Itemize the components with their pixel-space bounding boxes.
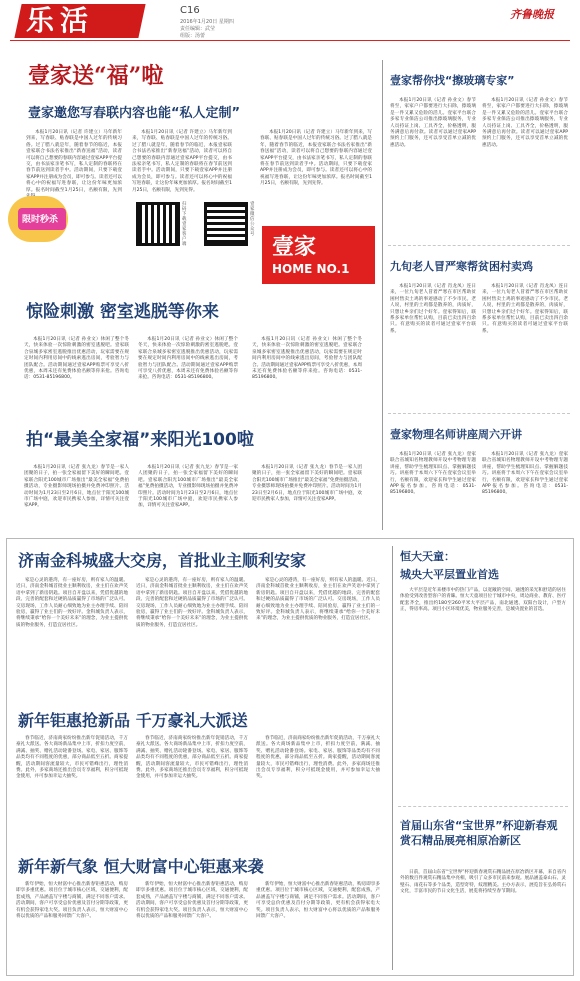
body-text: 本报1月20日讯（记者 许建立）马年新年到来，写春联、贴春联是中国人过年的传统习俗。过了腊八就是年，随着春节的临近，本报壹家联合书法名家推出“新春送福”活动，读者可以将自己想要的春联内容通过壹家APP平台提交，由书法家亲笔书写，私人定制的春联将在春节前送到读者手中。活动期间，只要下载壹家APP并注册成为会员，即可参与。读者还可以将心中的祝福写进春联，让这份年味更加浓厚。报名时间截至1月25日，名额有限，先到先得。 — [260, 130, 372, 187]
body-text: 家是心灵的港湾，有一座好房，则有家人的温暖。近日，济南金科城首批业主顺利收房，业主们在欢声笑语中拿到了新房钥匙。项目自开盘以来，凭借优越的地段、完善的配套和过硬的品质赢得了市场的广泛认可。交房现场，工作人员耐心细致地为业主办理手续、陪同验房，赢得了业主们的一致好评。金科城负责人表示，将继续秉承“给你一个美好未来”的理念，为业主提供优质的物业服务，打造宜居社区。 — [256, 578, 380, 622]
issue-date: 2016年1月20日 星期四 — [180, 19, 234, 25]
header-rule — [10, 40, 570, 41]
newspaper-brand: 齐鲁晚报 — [510, 8, 554, 21]
body-text: 本报1月20日讯（记者 肖龙凤）连日来，一位九旬老人冒着严寒在市区帮助贫困村售卖土鸡的事迹感动了不少市民。老人说，村里的土鸡都是散养的，肉质好，只想让乡亲们过个好年。壹家得知后，联系多家单位帮忙认购，目前已卖出四百余只。有意购买的读者可通过壹家平台联系。 — [482, 284, 568, 334]
article-title: 新年钜惠抢新品 千万豪礼大派送 — [18, 711, 248, 730]
article-body-col2 — [136, 736, 248, 816]
article-body-col3 — [256, 736, 380, 796]
title-part: 壹家送 — [28, 63, 95, 89]
article-body-col2 — [482, 284, 568, 394]
article-body-col3 — [256, 578, 380, 690]
body-text: 家是心灵的港湾，有一座好房，则有家人的温暖。近日，济南金科城首批业主顺利收房，业主们在欢声笑语中拿到了新房钥匙。项目自开盘以来，凭借优越的地段、完善的配套和过硬的品质赢得了市场的广泛认可。交房现场，工作人员耐心细致地为业主办理手续、陪同验房，赢得了业主们的一致好评。金科城负责人表示，将继续秉承“给你一个美好未来”的理念，为业主提供优质的物业服务，打造宜居社区。 — [136, 578, 248, 628]
section-divider — [388, 245, 570, 246]
masthead — [0, 0, 580, 40]
body-text: 本报1月20日讯（记者 张九龙）壹家联合省城知名物理教师开设中考物理专题讲座，帮助学生梳理知识点、掌握解题技巧。讲座将于本周六下午在壹家会议室举行，名额有限，欢迎家长和学生通过壹家APP报名参加。咨询电话：0531-85196800。 — [482, 452, 568, 496]
title-quote: “福” — [94, 63, 142, 89]
article-body — [24, 465, 129, 531]
article-body-col3 — [252, 465, 362, 531]
banner-subtitle: HOME NO.1 — [272, 262, 350, 276]
article-title: 首届山东省“宝世界”杯迎新春观赏石精品展亮相原冶新区 — [400, 819, 558, 847]
article-elderly-chicken — [388, 258, 570, 398]
section-divider — [388, 413, 570, 414]
body-text: 本报1月20日讯（记者 孙业文）休闲了整个冬天，快来体验一次惊险刺激的密室逃脱吧。壹家联合泉城多家密室逃脱推出优惠活动，玩家需要在规定时间内利用房间中的线索逃出房间，考验智力与团队配合。活动期间通过壹家APP购票可享受八折优惠，本周末还有免费体验名额等你来抢。咨询电话：0531-85196800。 — [252, 337, 362, 381]
article-new-year-deals — [14, 708, 384, 818]
body-text: 本报1月20日讯（记者 张九龙）春节是一家人团聚的日子，拍一张全家福留下美好的瞬间吧。壹家联合阳光100城市广场推出“最美全家福”免费拍摄活动，专业摄影师现场拍摄并免费冲印照片。活动时间为1月23日至2月6日，地点位于阳光100城市广场中庭，欢迎市民携家人参加，详情可关注壹家APP。 — [138, 465, 238, 509]
body-text: 本报1月20日讯（记者 肖龙凤）连日来，一位九旬老人冒着严寒在市区帮助贫困村售卖土鸡的事迹感动了不少市民。老人说，村里的土鸡都是散养的，肉质好，只想让乡亲们过个好年。壹家得知后，联系多家单位帮忙认购，目前已卖出四百余只。有意购买的读者可通过壹家平台联系。 — [390, 284, 476, 334]
article-physics-lecture — [388, 426, 570, 532]
article-title — [28, 62, 163, 90]
body-text: 春节临近，济南商家纷纷推出新年促销活动，千万豪礼大派送。各大商场新品集中上市，折扣力度空前，满减、抽奖、赠礼活动轮番登场。家电、家居、服饰等品类均有不同程度的优惠，部分商品低至五折。商家提醒，活动期间客流量较大，市民可错峰出行，理性消费。此外，多家商场还推出会员专享福利，积分可抵现金使用，并可参加幸运大抽奖。 — [256, 736, 380, 780]
article-title: 九旬老人冒严寒帮贫困村卖鸡 — [390, 260, 533, 273]
article-body — [390, 98, 476, 240]
article-body — [16, 578, 128, 690]
article-send-blessing — [20, 62, 375, 242]
body-text: 本报1月20日讯（记者 张九龙）壹家联合省城知名物理教师开设中考物理专题讲座，帮助学生梳理知识点、掌握解题技巧。讲座将于本周六下午在壹家会议室举行，名额有限，欢迎家长和学生通过壹家APP报名参加。咨询电话：0531-85196800。 — [390, 452, 476, 496]
flash-sale-label: 限时秒杀 — [22, 215, 59, 225]
body-text: 春节临近，济南商家纷纷推出新年促销活动，千万豪礼大派送。各大商场新品集中上市，折扣力度空前，满减、抽奖、赠礼活动轮番登场。家电、家居、服饰等品类均有不同程度的优惠，部分商品低至五折。商家提醒，活动期间客流量较大，市民可错峰出行，理性消费。此外，多家商场还推出会员专享福利，积分可抵现金使用，并可参加幸运大抽奖。 — [136, 736, 248, 780]
article-stone-exhibition — [398, 818, 568, 972]
flash-sale-badge[interactable] — [8, 196, 68, 242]
article-body-col3 — [252, 337, 362, 395]
article-body — [400, 870, 566, 970]
article-body-col2 — [138, 465, 238, 531]
body-text: 家是心灵的港湾，有一座好房，则有家人的温暖。近日，济南金科城首批业主顺利收房，业主们在欢声笑语中拿到了新房钥匙。项目自开盘以来，凭借优越的地段、完善的配套和过硬的品质赢得了市场的广泛认可。交房现场，工作人员耐心细致地为业主办理手续、陪同验房，赢得了业主们的一致好评。金科城负责人表示，将继续秉承“给你一个美好未来”的理念，为业主提供优质的物业服务，打造宜居社区。 — [16, 578, 128, 628]
article-kicker: 恒大天童： — [400, 550, 455, 563]
app-qr-code[interactable] — [136, 202, 180, 246]
body-text: 本报1月20日讯（记者 孙业文）休闲了整个冬天，快来体验一次惊险刺激的密室逃脱吧。壹家联合泉城多家密室逃脱推出优惠活动，玩家需要在规定时间内利用房间中的线索逃出房间，考验智力与团队配合。活动期间通过壹家APP购票可享受八折优惠，本周末还有免费体验名额等你来抢。咨询电话：0531-85196800。 — [138, 337, 238, 381]
article-title: 城央大平层置业首选 — [400, 568, 499, 581]
article-body-col2 — [132, 130, 232, 193]
section-divider — [398, 806, 568, 807]
editor-credit: 责任编辑：武莹 — [180, 26, 216, 32]
body-text: 本报1月20日讯（记者 张九龙）春节是一家人团聚的日子，拍一张全家福留下美好的瞬间吧。壹家联合阳光100城市广场推出“最美全家福”免费拍摄活动，专业摄影师现场拍摄并免费冲印照片。活动时间为1月23日至2月6日，地点位于阳光100城市广场中庭，欢迎市民携家人参加，详情可关注壹家APP。 — [252, 465, 362, 503]
article-title: 新年新气象 恒大财富中心钜惠来袭 — [18, 857, 264, 876]
article-body-col3 — [256, 882, 380, 966]
wechat-qr-code[interactable] — [204, 202, 248, 246]
article-title: 惊险刺激 密室逃脱等你来 — [26, 302, 219, 322]
page-number: C16 — [180, 5, 200, 16]
designer-credit: 组版：汤蕾 — [180, 33, 206, 39]
qr-caption: 壹家微信公众号 — [250, 202, 255, 237]
article-jinke-delivery — [14, 548, 384, 693]
article-body-col2 — [482, 452, 568, 526]
home-no1-banner[interactable] — [262, 226, 375, 284]
body-text: 日前，首届山东省“宝世界”杯迎新春观赏石精品展在原冶新区开幕，来自省内外的数百件观赏石精品集中亮相，吸引了众多市民前来参观。展品涵盖泰山石、灵璧石、雨花石等多个品类，造型奇特，纹理精美。主办方表示，展览旨在弘扬赏石文化，丰富市民的节日文化生活，展览将持续至春节期间。 — [400, 870, 566, 895]
title-part: 啦 — [141, 63, 164, 89]
article-subtitle: 壹家邀您写春联内容也能“私人定制” — [28, 106, 241, 121]
article-family-photo — [20, 425, 375, 535]
article-window-cleaning — [388, 72, 570, 242]
body-text: 本报1月20日讯（记者 孙业文）春节将至，家家户户都要进行大扫除，擦玻璃是一件又累又危险的活儿。壹家平台联合多家专业保洁公司推出擦玻璃服务，专业人员持证上岗、工具齐全，价格透明，服务满意后再付款。读者可以通过壹家APP预约上门服务，还可以享受首单立减的优惠活动。 — [390, 98, 476, 148]
body-text: 本报1月20日讯（记者 张九龙）春节是一家人团聚的日子，拍一张全家福留下美好的瞬间吧。壹家联合阳光100城市广场推出“最美全家福”免费拍摄活动，专业摄影师现场拍摄并免费冲印照片。活动时间为1月23日至2月6日，地点位于阳光100城市广场中庭，欢迎市民携家人参加，详情可关注壹家APP。 — [24, 465, 129, 509]
body-text: 本报1月20日讯（记者 孙业文）休闲了整个冬天，快来体验一次惊险刺激的密室逃脱吧。壹家联合泉城多家密室逃脱推出优惠活动，玩家需要在规定时间内利用房间中的线索逃出房间，考验智力与团队配合。活动期间通过壹家APP购票可享受八折优惠，本周末还有免费体验名额等你来抢。咨询电话：0531-85196800。 — [24, 337, 129, 381]
article-body-col2 — [136, 578, 248, 690]
body-text: 本报1月20日讯（记者 孙业文）春节将至，家家户户都要进行大扫除，擦玻璃是一件又累又危险的活儿。壹家平台联合多家专业保洁公司推出擦玻璃服务，专业人员持证上岗、工具齐全，价格透明，服务满意后再付款。读者可以通过壹家APP预约上门服务，还可以享受首单立减的优惠活动。 — [482, 98, 568, 148]
banner-title: 壹家 — [272, 234, 317, 260]
article-body — [16, 736, 128, 816]
body-text: 本报1月20日讯（记者 许建立）马年新年到来，写春联、贴春联是中国人过年的传统习俗。过了腊八就是年，随着春节的临近，本报壹家联合书法名家推出“新春送福”活动，读者可以将自己想要的春联内容通过壹家APP平台提交，由书法家亲笔书写，私人定制的春联将在春节前送到读者手中。活动期间，只要下载壹家APP并注册成为会员，即可参与。读者还可以将心中的祝福写进春联，让这份年味更加浓厚。报名时间截至1月25日，名额有限，先到 — [26, 130, 122, 193]
article-body-col2 — [482, 98, 568, 240]
article-title: 壹家帮你找“擦玻璃专家” — [390, 74, 515, 87]
article-body — [400, 588, 566, 793]
column-divider — [382, 60, 383, 530]
body-text: 新年伊始，恒大财富中心推出新春钜惠活动，购房即享多重优惠。项目位于城市核心区域，交通便利，配套成熟，产品涵盖写字楼与商铺，满足不同客户需求。活动期间，客户可享受总价优惠及首付分期等政策，更有机会获得家电大奖。项目负责人表示，恒大财富中心将以优质的产品和服务回馈广大客户。 — [136, 882, 248, 920]
body-text: 大平层是近年来楼市中的热门产品，以宽敞的空间、通透的采光和舒适的居住体验受到改善型客户的青睐。恒大天童项目位于城市中央，周边商业、教育、医疗配套齐全，推出约180至260平米大平层产品，南北通透、双阳台设计，户型方正，得房率高。项目小区环境优美，物业服务完善，是城央置业的首选。 — [400, 588, 566, 613]
article-title: 济南金科城盛大交房，首批业主顺利安家 — [18, 551, 307, 570]
article-body — [16, 882, 128, 966]
article-evergrande-wealth — [14, 854, 384, 970]
article-body-col2 — [138, 337, 238, 395]
section-title: 乐活 — [26, 4, 95, 37]
article-body — [24, 337, 129, 407]
article-body-col2 — [136, 882, 248, 966]
qr-caption: 扫码下载壹家客户端 — [182, 202, 187, 247]
article-body-col3 — [260, 130, 372, 190]
body-text: 本报1月20日讯（记者 许建立）马年新年到来，写春联、贴春联是中国人过年的传统习俗。过了腊八就是年，随着春节的临近，本报壹家联合书法名家推出“新春送福”活动，读者可以将自己想要的春联内容通过壹家APP平台提交，由书法家亲笔书写，私人定制的春联将在春节前送到读者手中。活动期间，只要下载壹家APP并注册成为会员，即可参与。读者还可以将心中的祝福写进春联，让这份年味更加浓厚。报名时间截至1月25日，名额有限，先到先得。 — [132, 130, 232, 193]
article-evergrande-tiantong — [398, 548, 568, 798]
article-body — [390, 452, 476, 526]
body-text: 春节临近，济南商家纷纷推出新年促销活动，千万豪礼大派送。各大商场新品集中上市，折扣力度空前，满减、抽奖、赠礼活动轮番登场。家电、家居、服饰等品类均有不同程度的优惠，部分商品低至五折。商家提醒，活动期间客流量较大，市民可错峰出行，理性消费。此外，多家商场还推出会员专享福利，积分可抵现金使用，并可参加幸运大抽奖。 — [16, 736, 128, 780]
column-divider — [392, 546, 393, 970]
article-title: 拍“最美全家福”来阳光100啦 — [26, 430, 254, 450]
article-escape-room — [20, 297, 375, 409]
article-title: 壹家物理名师讲座周六开讲 — [390, 428, 522, 441]
article-body — [390, 284, 476, 394]
body-text: 新年伊始，恒大财富中心推出新春钜惠活动，购房即享多重优惠。项目位于城市核心区域，交通便利，配套成熟，产品涵盖写字楼与商铺，满足不同客户需求。活动期间，客户可享受总价优惠及首付分期等政策，更有机会获得家电大奖。项目负责人表示，恒大财富中心将以优质的产品和服务回馈广大客户。 — [256, 882, 380, 920]
body-text: 新年伊始，恒大财富中心推出新春钜惠活动，购房即享多重优惠。项目位于城市核心区域，交通便利，配套成熟，产品涵盖写字楼与商铺，满足不同客户需求。活动期间，客户可享受总价优惠及首付分期等政策，更有机会获得家电大奖。项目负责人表示，恒大财富中心将以优质的产品和服务回馈广大客户。 — [16, 882, 128, 920]
